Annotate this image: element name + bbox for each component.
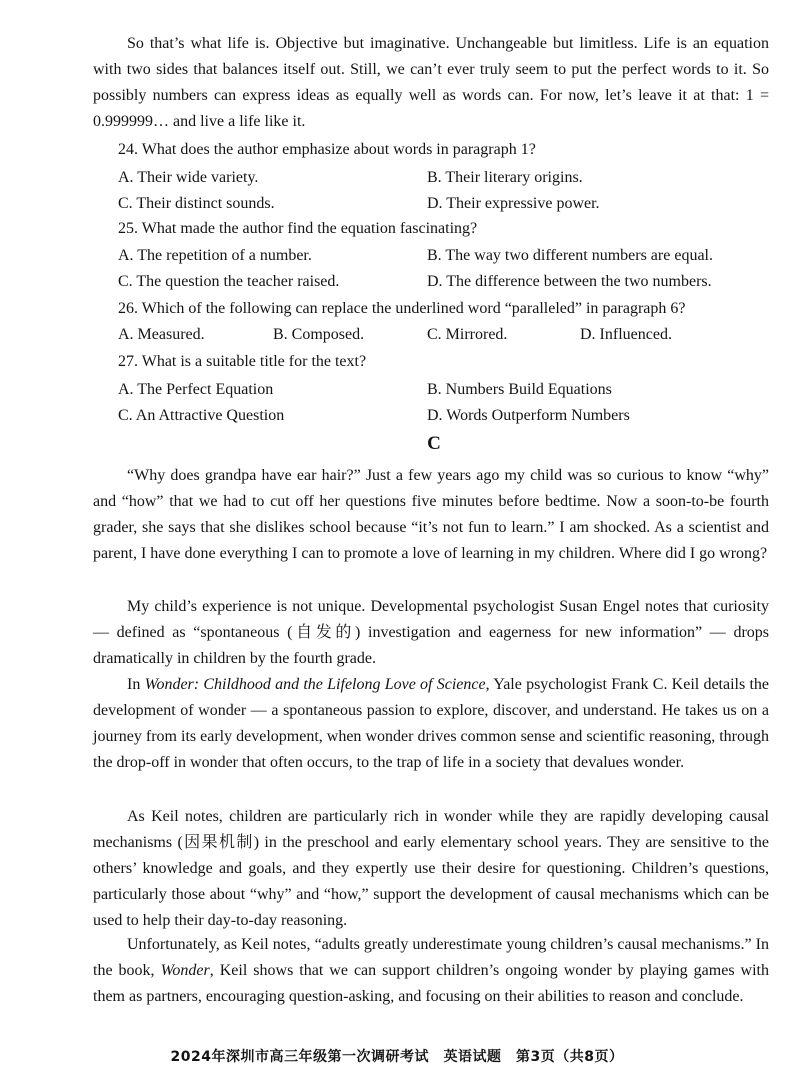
book-title-full: Wonder: Childhood and the Lifelong Love of Science xyxy=(144,676,486,693)
q25-option-b: B. The way two different numbers are equal. xyxy=(427,247,713,264)
q24-option-a: A. Their wide variety. xyxy=(118,169,259,186)
p3-rest: , Yale psychologist Frank C. Keil details the development of wonder — a spontaneous passion to explore, discover, and understand. He takes us on a journey from its early development, when wonder drives common sense and scientific reasoning, through the drop-off in wonder that often occurs, to the trap of life in a society that devalues wonder. xyxy=(93,676,770,771)
q27-option-a: A. The Perfect Equation xyxy=(118,381,274,398)
section-c-paragraph-3 xyxy=(93,672,769,776)
section-c-paragraph-1 xyxy=(93,463,769,567)
intro-paragraph-text: So that’s what life is. Objective but imaginative. Unchangeable but limitless. Life is an equation with two sides that balances itself out. Still, we can’t ever truly seem to put the perfect words to it. So possibly numbers can express ideas as equally well as words can. For now, let’s leave it at that: 1 = 0.999999… and live a life like it. xyxy=(93,35,769,130)
q27-option-c: C. An Attractive Question xyxy=(118,407,285,424)
q26-option-a: A. Measured. xyxy=(118,326,205,343)
question-25-stem: 25. What made the author find the equation fascinating? xyxy=(118,220,478,237)
intro-paragraph xyxy=(93,31,769,135)
section-c-paragraph-4 xyxy=(93,804,769,934)
page-footer: 2024年深圳市高三年级第一次调研考试 英语试题 第3页（共8页） xyxy=(170,1049,624,1065)
section-c-paragraph-4-text: As Keil notes, children are particularly rich in wonder while they are rapidly developing causal mechanisms (因果机制) in the preschool and early elementary school years. They are sensitive to the others’ knowledge and goals, and they expertly use their desire for questioning. Children’s questions, particularly those about “why” and “how,” support the development of causal mechanisms which can be used to help their day-to-day reasoning. xyxy=(93,808,769,929)
section-c-paragraph-1-text: “Why does grandpa have ear hair?” Just a few years ago my child was so curious to know “why” and “how” that we had to cut off her questions five minutes before bedtime. Now a soon-to-be fourth grader, she says that she dislikes school because “it’s not fun to learn.” I am shocked. As a scientist and parent, I have done everything I can to promote a love of learning in my children. Where did I go wrong? xyxy=(93,467,769,562)
book-title-short: Wonder xyxy=(160,962,210,979)
q27-option-b: B. Numbers Build Equations xyxy=(427,381,612,398)
q24-option-d: D. Their expressive power. xyxy=(427,195,600,212)
p5-rest: , Keil shows that we can support children’s ongoing wonder by playing games with them as partners, encouraging question-asking, and focusing on their abilities to reason and conclude. xyxy=(93,962,770,1005)
q25-option-a: A. The repetition of a number. xyxy=(118,247,312,264)
section-c-paragraph-2-text: My child’s experience is not unique. Developmental psychologist Susan Engel notes that curiosity — defined as “spontaneous (自发的) investigation and eagerness for new information” — drops dramatically in children by the fourth grade. xyxy=(93,598,769,667)
q24-option-b: B. Their literary origins. xyxy=(427,169,583,186)
section-c-paragraph-5 xyxy=(93,932,769,1010)
q26-option-c: C. Mirrored. xyxy=(427,326,508,343)
q25-option-d: D. The difference between the two numbers. xyxy=(427,273,712,290)
q26-option-d: D. Influenced. xyxy=(580,326,672,343)
section-c-paragraph-2 xyxy=(93,594,769,672)
question-27-stem: 27. What is a suitable title for the text? xyxy=(118,353,367,370)
q27-option-d: D. Words Outperform Numbers xyxy=(427,407,630,424)
section-c-heading: C xyxy=(427,433,441,454)
question-24-stem: 24. What does the author emphasize about words in paragraph 1? xyxy=(118,141,536,158)
q24-option-c: C. Their distinct sounds. xyxy=(118,195,275,212)
q26-option-b: B. Composed. xyxy=(273,326,365,343)
p5-lead: Unfortunately, as Keil notes, “adults greatly underestimate young children’s causal mechanisms.” In the book, xyxy=(93,936,769,979)
q25-option-c: C. The question the teacher raised. xyxy=(118,273,340,290)
p3-lead: In xyxy=(127,676,145,693)
question-26-stem: 26. Which of the following can replace the underlined word “paralleled” in paragraph 6? xyxy=(118,300,686,317)
